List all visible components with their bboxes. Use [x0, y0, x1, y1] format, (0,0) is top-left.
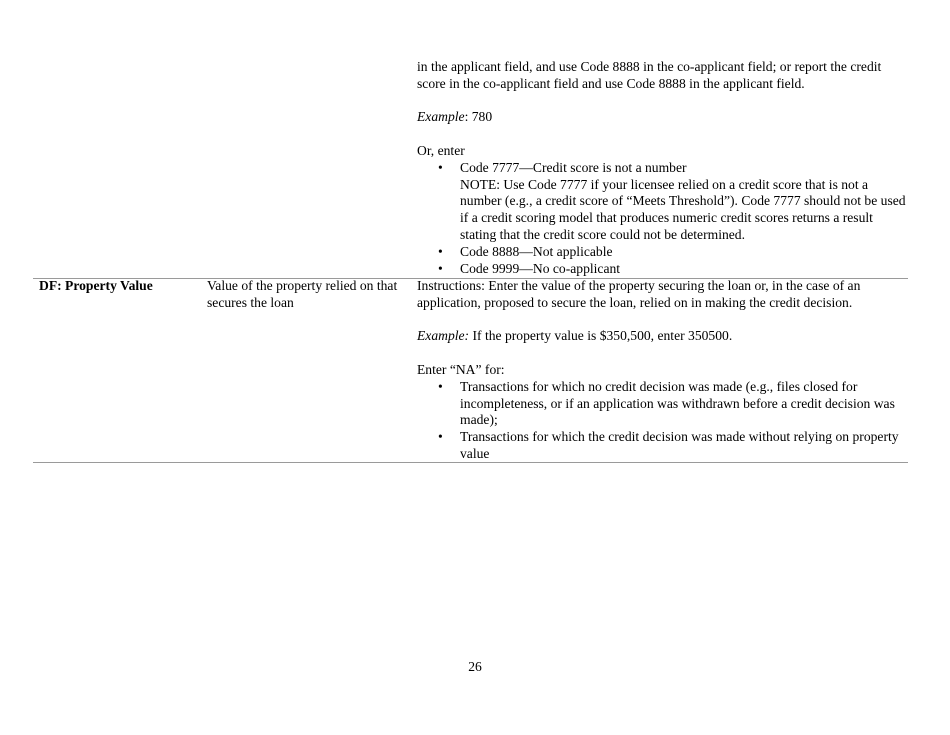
- property-value-description: Value of the property relied on that secures the loan: [207, 278, 398, 310]
- example-value: : 780: [464, 109, 493, 125]
- credit-score-code-list: [417, 160, 909, 278]
- example-value: If the property value is $350,500, enter 350500.: [469, 328, 733, 344]
- or-enter-text: Or, enter: [417, 142, 465, 158]
- list-item: [417, 244, 909, 261]
- list-item: [417, 160, 909, 244]
- page-number: 26: [468, 659, 482, 674]
- bullet-icon: •: [438, 429, 443, 445]
- bullet-icon: •: [438, 159, 443, 175]
- table-bottom-border: [33, 462, 908, 463]
- credit-score-intro-text: in the applicant field, and use Code 8888 in the co-applicant field; or report the credit score in the co-applicant field and use Code 8888 in the applicant field.: [417, 59, 882, 91]
- bullet-icon: •: [438, 243, 443, 259]
- code-7777-title: Code 7777—Credit score is not a number: [460, 159, 687, 175]
- code-8888-title: Code 8888—Not applicable: [460, 243, 613, 259]
- list-item: [417, 379, 909, 429]
- credit-score-continued-cell: [417, 59, 909, 277]
- example-label: Example: [417, 109, 465, 125]
- property-value-field-name: DF: Property Value: [39, 278, 153, 293]
- list-item: [417, 429, 909, 463]
- na-condition-text: Transactions for which no credit decision was made (e.g., files closed for incompleteness, or if an application was withdrawn before a credit decision was made);: [460, 378, 895, 428]
- property-value-instructions: Instructions: Enter the value of the property securing the loan or, in the case of an application, proposed to secure the loan, relied on in making the credit decision.: [417, 278, 861, 310]
- code-9999-title: Code 9999—No co-applicant: [460, 260, 621, 276]
- bullet-icon: •: [438, 260, 443, 276]
- na-conditions-list: [417, 379, 909, 463]
- na-intro-text: Enter “NA” for:: [417, 361, 505, 377]
- bullet-icon: •: [438, 378, 443, 394]
- na-condition-text: Transactions for which the credit decision was made without relying on property value: [460, 429, 899, 461]
- credit-score-example: [417, 109, 909, 126]
- example-label: Example:: [417, 328, 470, 344]
- property-value-example: [417, 328, 909, 345]
- list-item: [417, 261, 909, 278]
- code-7777-note: NOTE: Use Code 7777 if your licensee relied on a credit score that is not a number (e.g., a credit score of “Meets Threshold”). Code 7777 should not be used if a credit scoring model that produces numeric credit scores returns a result stating that the credit score could not be determined.: [460, 176, 906, 242]
- property-value-instructions-cell: [417, 278, 909, 463]
